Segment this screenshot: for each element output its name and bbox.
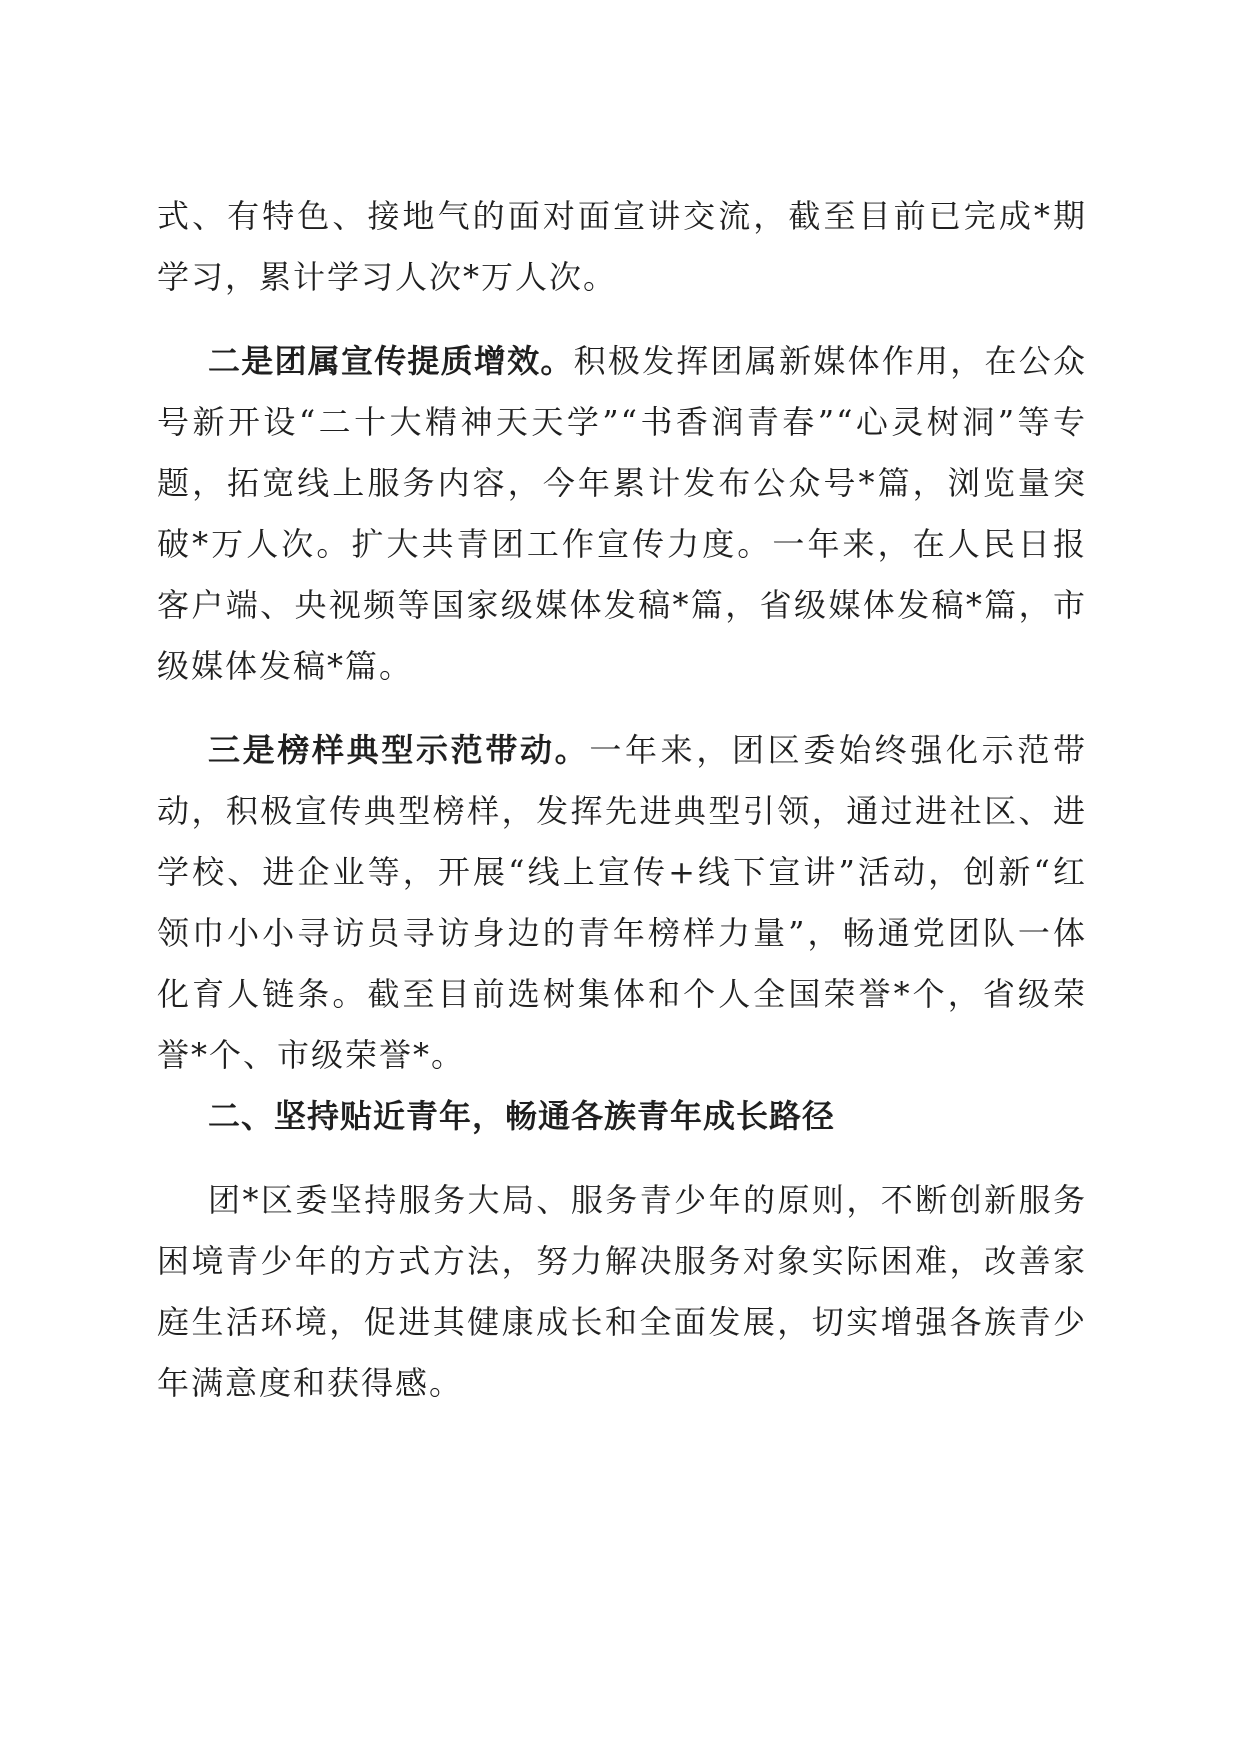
paragraph-role-models bbox=[157, 720, 1087, 1086]
paragraph-closing bbox=[157, 1170, 1087, 1414]
paragraph-lead: 二是团属宣传提质增效。 bbox=[208, 342, 574, 380]
paragraph-text: 一年来，团区委始终强化示范带动，积极宣传典型榜样，发挥先进典型引领，通过进社区、进学校、进企业等，开展“线上宣传+线下宣讲”活动，创新“红领巾小小寻访员寻访身边的青年榜样力量”，畅通党团队一体化育人链条。截至目前选树集体和个人全国荣誉*个，省级荣誉*个、市级荣誉*。 bbox=[157, 731, 1087, 1074]
section-heading: 二、坚持贴近青年，畅通各族青年成长路径 bbox=[208, 1097, 836, 1135]
paragraph-publicity bbox=[157, 331, 1087, 697]
paragraph-lead: 三是榜样典型示范带动。 bbox=[208, 731, 590, 769]
paragraph-text: 式、有特色、接地气的面对面宣讲交流，截至目前已完成*期学习，累计学习人次*万人次。 bbox=[157, 197, 1087, 296]
paragraph-continuation bbox=[157, 186, 1087, 308]
paragraph-text: 团*区委坚持服务大局、服务青少年的原则，不断创新服务困境青少年的方式方法，努力解决服务对象实际困难，改善家庭生活环境，促进其健康成长和全面发展，切实增强各族青少年满意度和获得感。 bbox=[157, 1181, 1087, 1402]
document-body bbox=[157, 186, 1087, 1414]
paragraph-text: 积极发挥团属新媒体作用，在公众号新开设“二十大精神天天学”“书香润青春”“心灵树洞”等专题，拓宽线上服务内容，今年累计发布公众号*篇，浏览量突破*万人次。扩大共青团工作宣传力度。一年来，在人民日报客户端、央视频等国家级媒体发稿*篇，省级媒体发稿*篇，市级媒体发稿*篇。 bbox=[157, 342, 1087, 685]
